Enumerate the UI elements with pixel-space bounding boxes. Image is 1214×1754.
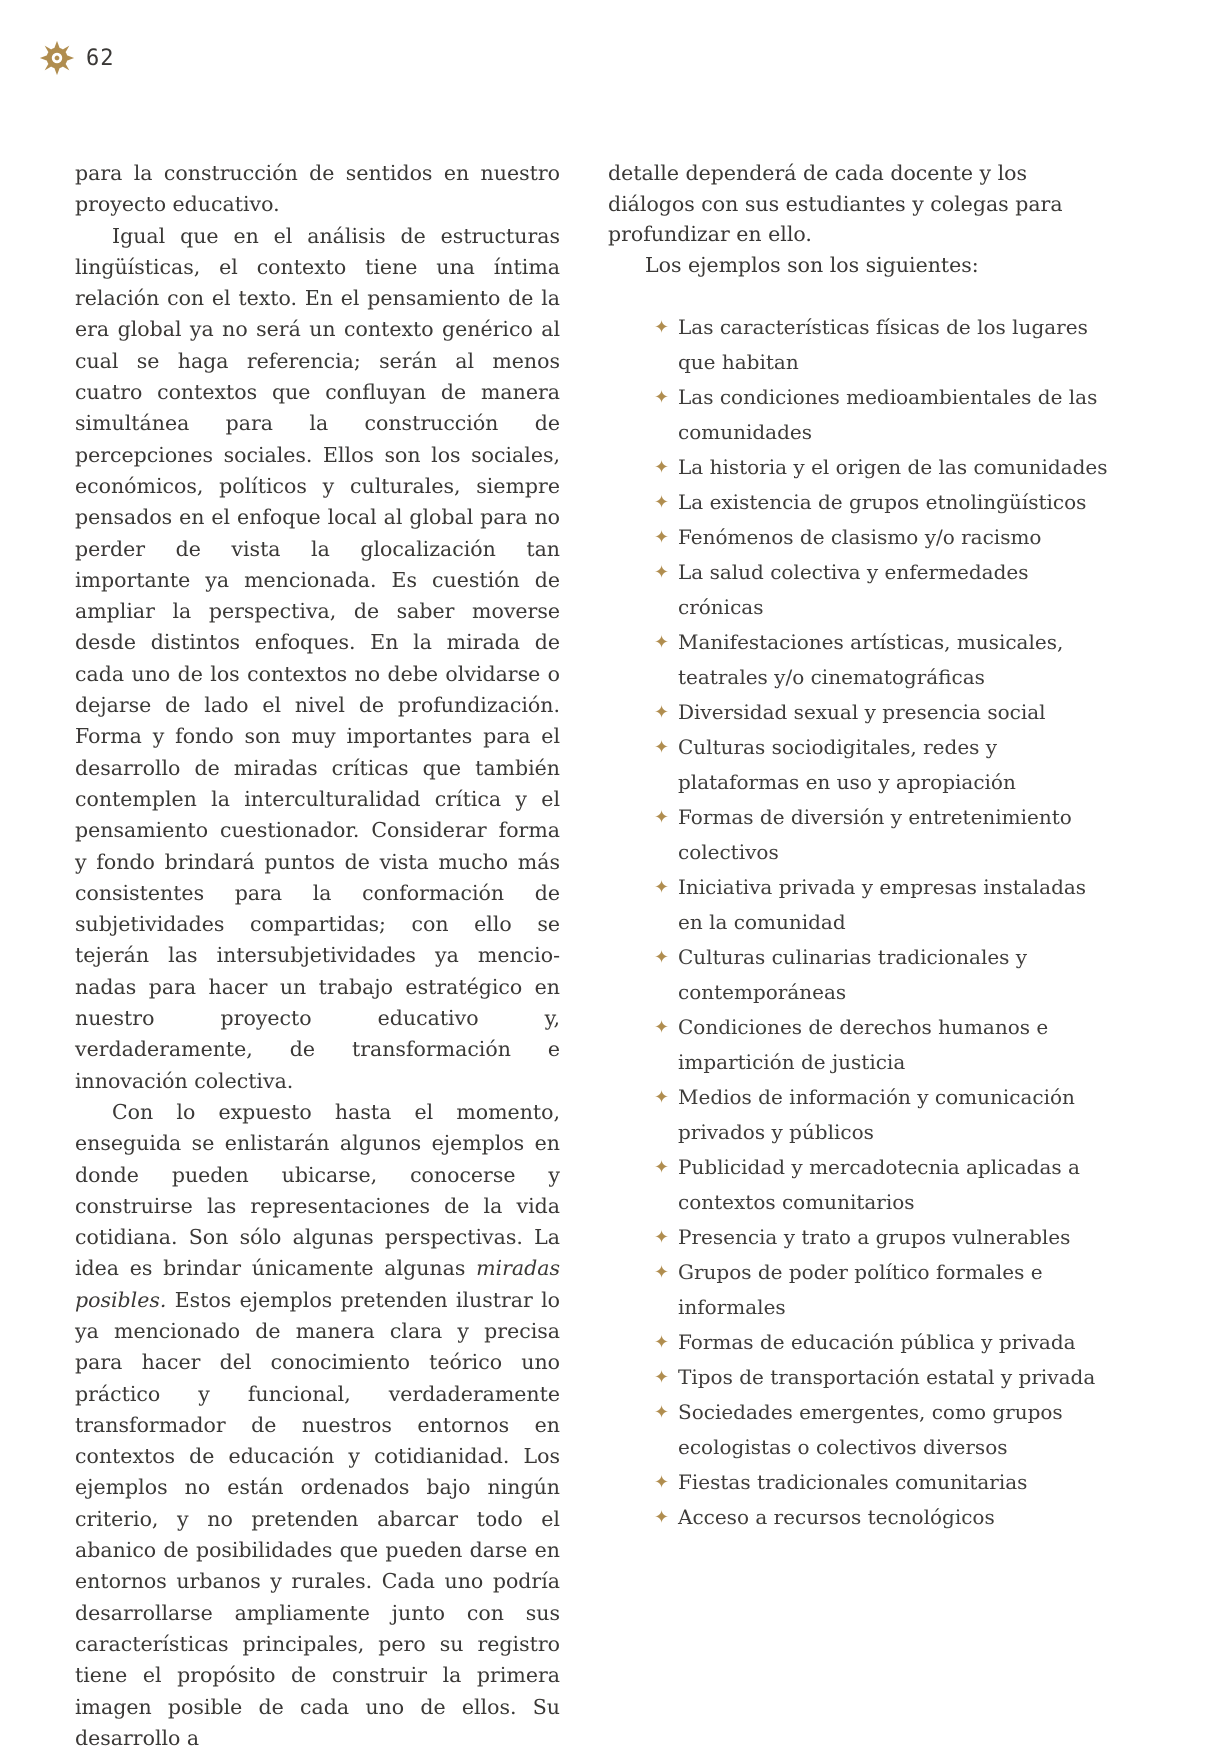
list-item [654,310,1108,380]
diamond-bullet-icon: ✦ [654,632,670,653]
diamond-bullet-icon: ✦ [654,317,670,338]
diamond-bullet-icon: ✦ [654,1472,670,1493]
list-item [654,730,1108,800]
list-item [654,1395,1108,1465]
list-item [654,940,1108,1010]
diamond-bullet-icon: ✦ [654,1402,670,1423]
list-item-text: La existencia de grupos etnolingüísticos [678,490,1087,514]
diamond-bullet-icon: ✦ [654,457,670,478]
list-item-text: Las características físicas de los lugares que habitan [678,315,1088,374]
list-item [654,380,1108,450]
list-item [654,1080,1108,1150]
list-item-text: Fenómenos de clasismo y/o racismo [678,525,1042,549]
diamond-bullet-icon: ✦ [654,562,670,583]
list-item-text: Grupos de poder político formales e informales [678,1260,1043,1319]
paragraph-3 [75,1097,560,1754]
paragraph-3-end: Estos ejemplos pretenden ilustrar lo ya mencionado de manera clara y precisa para hacer del conocimiento teórico uno práctico y funcional, verdaderamente transformador de nuestros entornos en contextos de educación y cotidianidad. Los ejemplos no están ordenados bajo ningún criterio, y no pretenden abarcar todo el abanico de posibilidades que pueden darse en entornos urbanos y rurales. Cada uno podría desarrollarse ampliamente junto con sus características principales, pero su registro tiene el propósito de construir la primera imagen posible de cada uno de ellos. Su desarrollo a [75,1287,560,1750]
list-intro: Los ejemplos son los siguientes: [645,252,979,277]
page-number: 62 [86,45,115,71]
diamond-bullet-icon: ✦ [654,737,670,758]
list-item [654,1465,1108,1500]
list-item-text: Acceso a recursos tecnológicos [678,1505,995,1529]
list-item [654,485,1108,520]
list-item [654,625,1108,695]
list-item [654,1255,1108,1325]
list-item-text: Publicidad y mercadotecnia aplicadas a contextos comunitarios [678,1155,1080,1214]
list-item [654,450,1108,485]
list-item [654,800,1108,870]
list-item [654,1150,1108,1220]
list-item-text: Las condiciones medioambientales de las comunidades [678,385,1098,444]
paragraph-2: Igual que en el análisis de estructuras lingüísticas, el contexto tiene una íntima relación con el texto. En el pensamiento de la era global ya no será un contexto genérico al cual se haga referencia; serán al menos cuatro contextos que confluyan de manera simultánea para la construcción de percepciones sociales. Ellos son los sociales, económicos, políticos y culturales, siempre pensados en el enfoque local al global para no perder de vista la glocalización tan importante ya mencionada. Es cuestión de ampliar la perspectiva, de saber moverse desde distintos enfoques. En la mirada de cada uno de los contextos no debe olvidarse o dejarse de lado el nivel de profundización. Forma y fondo son muy importantes para el desarrollo de miradas críticas que también contemplen la interculturalidad crítica y el pensamiento cuestionador. Considerar forma y fondo brindará puntos de vista mucho más consistentes para la conformación de subjetividades compartidas; con ello se tejerán las intersubjetividades ya mencionadas para hacer un trabajo estratégico en nuestro proyecto educativo y, verdaderamente, de transformación e innovación colectiva. [75,223,560,1093]
paragraph-3-start: Con lo expuesto hasta el momento, enseguida se enlistarán algunos ejemplos en donde pueden ubicarse, conocerse y construirse las representaciones de la vida cotidiana. Son sólo algunas perspectivas. La idea es brindar únicamente algunas [75,1099,560,1281]
list-item-text: Presencia y trato a grupos vulnerables [678,1225,1071,1249]
list-item-text: Condiciones de derechos humanos e impartición de justicia [678,1015,1049,1074]
diamond-bullet-icon: ✦ [654,1087,670,1108]
diamond-bullet-icon: ✦ [654,492,670,513]
diamond-bullet-icon: ✦ [654,1262,670,1283]
list-item [654,1220,1108,1255]
diamond-bullet-icon: ✦ [654,1507,670,1528]
diamond-bullet-icon: ✦ [654,387,670,408]
diamond-bullet-icon: ✦ [654,1332,670,1353]
diamond-bullet-icon: ✦ [654,807,670,828]
list-item-text: Sociedades emergentes, como grupos ecologistas o colectivos diversos [678,1400,1063,1459]
list-item-text: Medios de información y comunicación privados y públicos [678,1085,1075,1144]
page-header [38,38,115,78]
list-item-text: Tipos de transportación estatal y privada [678,1365,1096,1389]
diamond-bullet-icon: ✦ [654,1227,670,1248]
diamond-bullet-icon: ✦ [654,947,670,968]
list-item [654,1360,1108,1395]
list-item-text: Fiestas tradicionales comunitarias [678,1470,1028,1494]
diamond-bullet-icon: ✦ [654,702,670,723]
list-item [654,555,1108,625]
diamond-bullet-icon: ✦ [654,877,670,898]
list-item-text: La salud colectiva y enfermedades crónicas [678,560,1029,619]
paragraph-3-italic: miradas posibles. [75,1256,560,1312]
right-text-column [608,158,1108,1535]
list-item [654,870,1108,940]
list-item [654,520,1108,555]
list-item-text: Formas de diversión y entretenimiento colectivos [678,805,1072,864]
list-item [654,695,1108,730]
paragraph-4: detalle dependerá de cada docente y los diálogos con sus estudiantes y colegas para profundizar en ello. [608,161,1063,246]
list-item-text: La historia y el origen de las comunidades [678,455,1108,479]
list-item-text: Diversidad sexual y presencia social [678,700,1046,724]
diamond-bullet-icon: ✦ [654,1017,670,1038]
paragraph-1: para la construcción de sentidos en nuestro proyecto educativo. [75,161,560,217]
list-item-text: Culturas sociodigitales, redes y plataformas en uso y apropiación [678,735,1016,794]
list-item [654,1010,1108,1080]
list-item-text: Formas de educación pública y privada [678,1330,1076,1354]
list-item-text: Iniciativa privada y empresas instaladas en la comunidad [678,875,1087,934]
diamond-bullet-icon: ✦ [654,1157,670,1178]
gear-sun-logo-icon [38,39,76,77]
examples-list [608,310,1108,1535]
list-item [654,1325,1108,1360]
list-item [654,1500,1108,1535]
list-item-text: Culturas culinarias tradicionales y contemporáneas [678,945,1028,1004]
diamond-bullet-icon: ✦ [654,527,670,548]
diamond-bullet-icon: ✦ [654,1367,670,1388]
left-text-column [75,158,560,1754]
list-item-text: Manifestaciones artísticas, musicales, teatrales y/o cinematográficas [678,630,1064,689]
